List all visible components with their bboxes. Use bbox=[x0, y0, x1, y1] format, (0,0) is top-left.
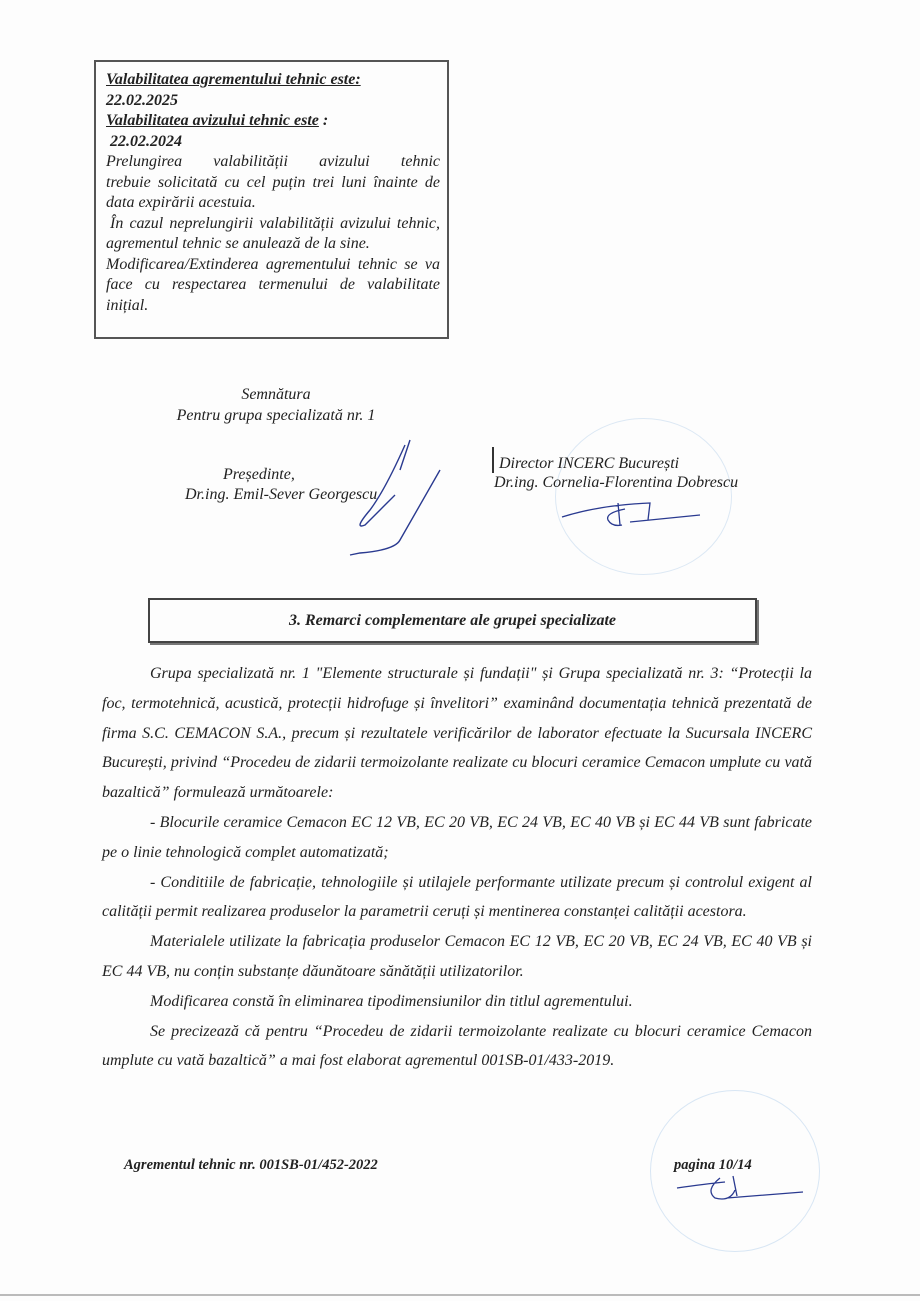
paragraph: Grupa specializată nr. 1 "Elemente structurale și fundații" și Grupa specializată nr. 3: “Protecții la foc, termotehnică, acustică, protecții hidrofuge și învelitori” examinând documentația tehnică prezentată de firma S.C. CEMACON S.A., precum și rezultatele verificărilor de laborator efectuate la Sucursala INCERC București, privind “Procedeu de zidarii termoizolante realizate cu blocuri ceramice Cemacon umplute cu vată bazaltică” formulează următoarele: bbox=[102, 665, 812, 802]
signature-caption bbox=[166, 384, 386, 426]
remarks-body bbox=[102, 659, 812, 1076]
neprelungire-text: În cazul neprelungirii valabilității avizului tehnic, agrementul tehnic se anulează de la sine. bbox=[106, 214, 440, 252]
modificare-text: Modificarea/Extinderea agrementului tehnic se va face cu respectarea termenului de valabilitate inițial. bbox=[106, 255, 440, 314]
section-heading: 3. Remarci complementare ale grupei specializate bbox=[288, 611, 617, 629]
signature-mark-bar bbox=[492, 447, 494, 473]
director-name: Dr.ing. Cornelia-Florentina Dobrescu bbox=[494, 474, 739, 491]
page-signature-icon bbox=[675, 1170, 805, 1205]
aviz-validity-label: Valabilitatea avizului tehnic este bbox=[106, 112, 319, 129]
president-signature-icon bbox=[345, 435, 445, 560]
aviz-validity-date: 22.02.2024 bbox=[110, 132, 182, 150]
prelungire-line1: Prelungirea valabilității avizului tehnic bbox=[106, 153, 440, 170]
validity-box bbox=[94, 60, 449, 339]
paragraph: Materialele utilizate la fabricația produselor Cemacon EC 12 VB, EC 20 VB, EC 24 VB, EC 40 VB și EC 44 VB, nu conțin substanțe dăunătoare sănătății utilizatorilor. bbox=[102, 933, 812, 980]
paragraph: - Blocurile ceramice Cemacon EC 12 VB, EC 20 VB, EC 24 VB, EC 40 VB și EC 44 VB sunt fabricate pe o linie tehnologică complet automatizată; bbox=[102, 813, 812, 861]
agrement-validity-date: 22.02.2025 bbox=[106, 91, 178, 109]
agrement-validity-label: Valabilitatea agrementului tehnic este: bbox=[106, 71, 361, 88]
page-bottom-rule bbox=[0, 1294, 920, 1296]
paragraph: - Conditiile de fabricație, tehnologiile și utilajele performante utilizate precum și controlul exigent al calității permit realizarea produselor la parametrii ceruți și mentinerea constanței calității acestora. bbox=[102, 873, 812, 921]
page-number: pagina 10/14 bbox=[674, 1157, 752, 1173]
agrement-reference: Agrementul tehnic nr. 001SB-01/452-2022 bbox=[124, 1157, 378, 1173]
signature-caption-line1: Semnătura bbox=[241, 386, 311, 403]
director-signature-icon bbox=[560, 495, 710, 530]
president-name: Dr.ing. Emil-Sever Georgescu bbox=[185, 486, 378, 503]
director-title: Director INCERC București bbox=[499, 455, 680, 472]
paragraph: Se precizează că pentru “Procedeu de zidarii termoizolante realizate cu blocuri ceramice Cemacon umplute cu vată bazaltică” a mai fost elaborat agrementul 001SB-01/433-2019. bbox=[102, 1022, 812, 1070]
section-heading-box bbox=[148, 598, 757, 643]
prelungire-text: trebuie solicitată cu cel puțin trei luni înainte de data expirării acestuia. bbox=[106, 173, 440, 211]
signature-caption-line2: Pentru grupa specializată nr. 1 bbox=[176, 407, 376, 424]
aviz-validity-row bbox=[106, 111, 440, 132]
aviz-validity-colon: : bbox=[318, 112, 329, 129]
paragraph: Modificarea constă în eliminarea tipodimensiunilor din titlul agrementului. bbox=[150, 992, 633, 1010]
president-title: Președinte, bbox=[223, 466, 295, 483]
